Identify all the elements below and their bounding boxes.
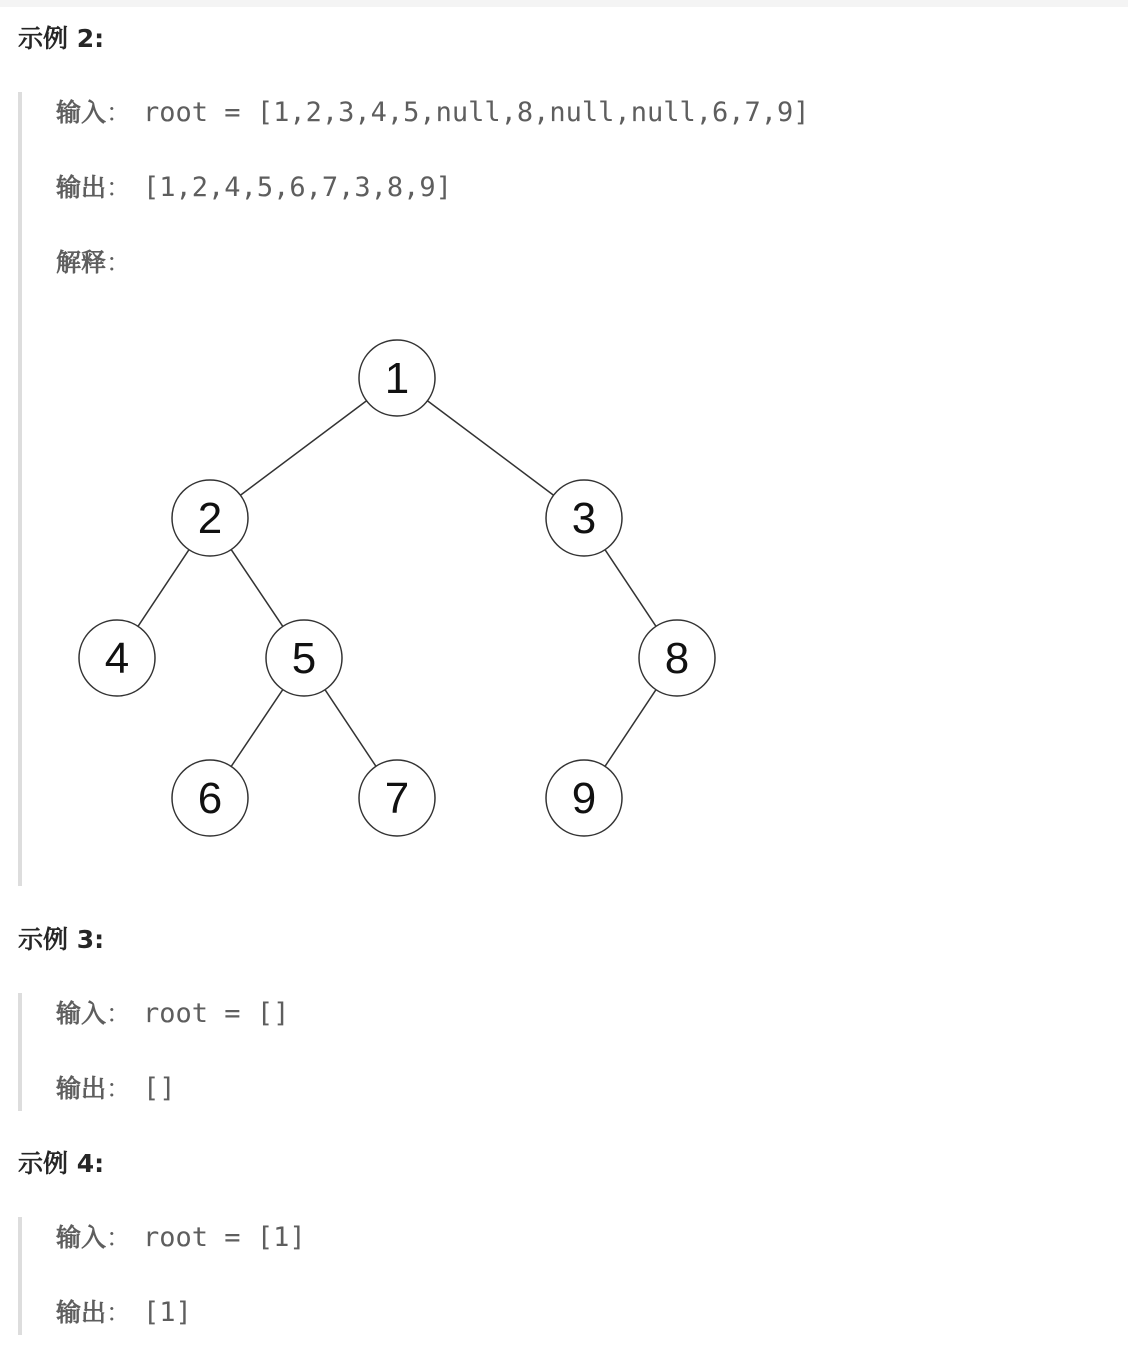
example-3-input (56, 997, 289, 1031)
example-3-title: 示例 3: (18, 925, 105, 954)
tree-node-label: 9 (571, 774, 597, 823)
top-divider (0, 0, 1128, 7)
output-value: [1] (143, 1297, 192, 1328)
example-2-explanation (56, 246, 131, 280)
tree-node-2 (172, 480, 248, 556)
tree-edge-n3-n8 (605, 550, 656, 627)
input-colon: ： (106, 1223, 132, 1252)
tree-node-1 (359, 340, 435, 416)
output-label: 输出 (56, 1298, 107, 1327)
tree-node-7 (359, 760, 435, 836)
input-label: 输入 (56, 999, 107, 1028)
example-4-output (56, 1296, 192, 1330)
example-2-title: 示例 2: (18, 24, 105, 53)
tree-node-label: 1 (384, 354, 410, 403)
tree-node-label: 4 (104, 634, 130, 683)
output-colon: ： (106, 1298, 132, 1327)
tree-node-label: 6 (197, 774, 223, 823)
input-value: root = [1,2,3,4,5,null,8,null,null,6,7,9] (143, 97, 810, 128)
example-3-block (18, 993, 1018, 1111)
tree-node-6 (172, 760, 248, 836)
output-colon: ： (106, 1074, 132, 1103)
tree-edge-n1-n3 (427, 401, 553, 495)
input-value: root = [1] (143, 1222, 306, 1253)
tree-edge-n5-n7 (325, 690, 376, 767)
tree-node-3 (546, 480, 622, 556)
explanation-label: 解释 (56, 248, 107, 277)
example-3-output (56, 1072, 176, 1106)
example-2-output (56, 171, 452, 205)
tree-node-label: 3 (571, 494, 597, 543)
output-value: [] (143, 1073, 176, 1104)
tree-node-label: 8 (664, 634, 690, 683)
tree-edge-n5-n6 (231, 690, 283, 767)
tree-node-5 (266, 620, 342, 696)
tree-edge-n2-n5 (231, 550, 283, 627)
tree-node-8 (639, 620, 715, 696)
input-value: root = [] (143, 998, 290, 1029)
tree-node-label: 5 (291, 634, 317, 683)
tree-node-4 (79, 620, 155, 696)
example-4-input (56, 1221, 306, 1255)
tree-edge-n2-n4 (138, 550, 189, 627)
tree-edge-n1-n2 (240, 401, 366, 495)
output-value: [1,2,4,5,6,7,3,8,9] (143, 172, 452, 203)
example-4-block (18, 1217, 1018, 1335)
example-2-input (56, 96, 810, 130)
tree-edge-n8-n9 (605, 690, 656, 767)
input-label: 输入 (56, 1223, 107, 1252)
input-colon: ： (106, 98, 132, 127)
input-colon: ： (106, 999, 132, 1028)
output-colon: ： (106, 173, 132, 202)
output-label: 输出 (56, 173, 107, 202)
input-label: 输入 (56, 98, 107, 127)
tree-node-label: 2 (197, 494, 223, 543)
example-4-title: 示例 4: (18, 1149, 105, 1178)
tree-node-9 (546, 760, 622, 836)
output-label: 输出 (56, 1074, 107, 1103)
binary-tree-diagram (60, 320, 740, 850)
explanation-colon: ： (106, 248, 132, 277)
tree-node-label: 7 (384, 774, 410, 823)
